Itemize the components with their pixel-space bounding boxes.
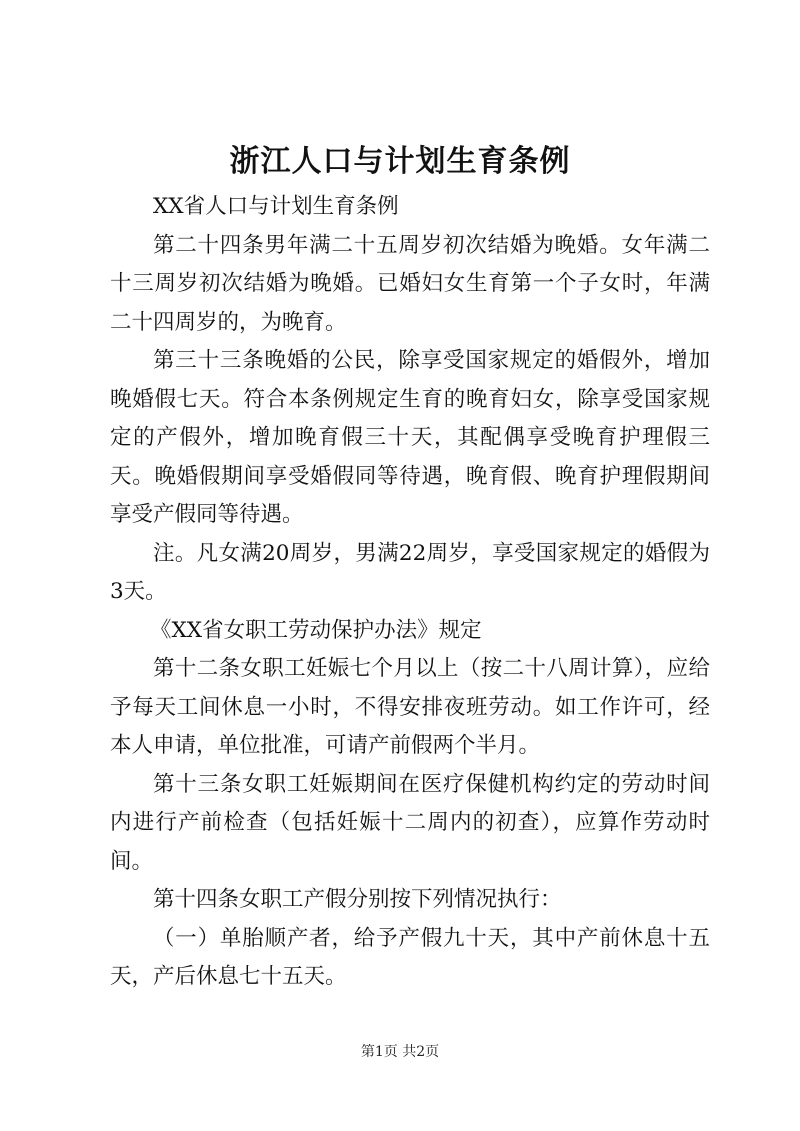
document-body (110, 188, 710, 997)
paragraph-6: 第十二条女职工妊娠七个月以上（按二十八周计算），应给予每天工间休息一小时，不得安排夜班劳动。如工作许可，经本人申请，单位批准，可请产前假两个半月。 (110, 656, 710, 758)
paragraph-4: 注。凡女满20周岁，男满22周岁，享受国家规定的婚假为3天。 (110, 540, 710, 604)
document-title: 浙江人口与计划生育条例 (229, 144, 571, 179)
paragraph-8: 第十四条女职工产假分别按下列情况执行： (153, 887, 562, 912)
paragraph-2: 第二十四条男年满二十五周岁初次结婚为晚婚。女年满二十三周岁初次结婚为晚婚。已婚妇女生育第一个子女时，年满二十四周岁的，为晚育。 (110, 232, 710, 335)
paragraph-9: （一）单胎顺产者，给予产假九十天，其中产前休息十五天，产后休息七十五天。 (110, 925, 710, 989)
paragraph-1: XX省人口与计划生育条例 (153, 194, 399, 219)
page-footer: 第1页 共2页 (360, 1044, 440, 1060)
paragraph-5: 《XX省女职工劳动保护办法》规定 (150, 617, 482, 643)
paragraph-7: 第十三条女职工妊娠期间在医疗保健机构约定的劳动时间内进行产前检查（包括妊娠十二周内的初查），应算作劳动时间。 (110, 771, 710, 874)
paragraph-3: 第三十三条晚婚的公民，除享受国家规定的婚假外，增加晚婚假七天。符合本条例规定生育的晚育妇女，除享受国家规定的产假外，增加晚育假三十天，其配偶享受晚育护理假三天。晚婚假期间享受婚假同等待遇，晚育假、晚育护理假期间享受产假同等待遇。 (110, 348, 710, 527)
